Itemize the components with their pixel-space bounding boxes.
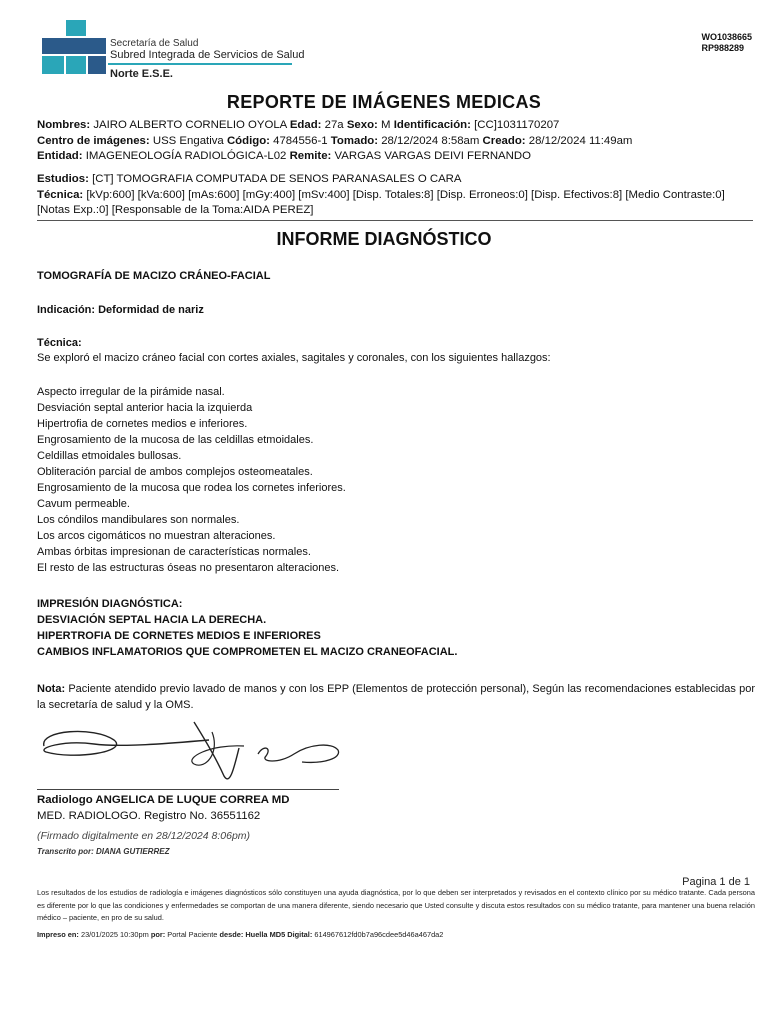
study-title: TOMOGRAFÍA DE MACIZO CRÁNEO-FACIAL — [37, 270, 271, 282]
digital-signature-date: (Firmado digitalmente en 28/12/2024 8:06pm) — [37, 830, 251, 842]
print-info — [37, 930, 443, 939]
impresion-item: CAMBIOS INFLAMATORIOS QUE COMPROMETEN EL MACIZO CRANEOFACIAL. — [37, 646, 458, 658]
estudios-value: [CT] TOMOGRAFIA COMPUTADA DE SENOS PARANASALES O CARA — [92, 173, 462, 185]
por-label: por: — [150, 930, 166, 939]
entidad-value: IMAGENEOLOGÍA RADIOLÓGICA-L02 — [85, 150, 287, 163]
nota-label: Nota: — [37, 683, 66, 695]
finding-item: El resto de las estructuras óseas no presentaron alteraciones. — [37, 562, 340, 574]
tecnica-text: Se exploró el macizo cráneo facial con cortes axiales, sagitales y coronales, con los siguientes hallazgos: — [37, 352, 551, 364]
sexo-value: M — [381, 119, 391, 131]
nota-text: Paciente atendido previo lavado de manos y con los EPP (Elementos de protección personal), Según las recomendaciones establecidas por la secretaría de salud y la OMS. — [37, 683, 755, 711]
finding-item: Cavum permeable. — [37, 498, 130, 510]
finding-item: Ambas órbitas impresionan de características normales. — [37, 546, 311, 558]
logo-divider — [108, 63, 292, 65]
por-value: Portal Paciente — [167, 930, 218, 939]
impreso-value: 23/01/2025 10:30pm — [80, 930, 149, 939]
transcribed-by: Transcrito por: DIANA GUTIERREZ — [37, 847, 170, 856]
nombres-label: Nombres: — [37, 119, 91, 131]
nota — [37, 681, 755, 713]
finding-item: Hipertrofia de cornetes medios e inferiores. — [37, 418, 248, 430]
nombres-value: JAIRO ALBERTO CORNELIO OYOLA — [93, 119, 287, 131]
disclaimer: Los resultados de los estudios de radiología e imágenes diagnósticos sólo constituyen una ayuda diagnóstica, por lo que deben ser interpretados y revisados en el contexto clínico por su médico tratante. Cada persona es diferente por lo que las condiciones y enfermedades se comportan de una manera diferente, siendo necesario que Usted consulte y discuta estos resultados con su médico tratante, para mantener una buena relación médico – paciente, en pro de su salud. — [37, 888, 755, 922]
radiologist-name: Radiologo ANGELICA DE LUQUE CORREA MD — [37, 794, 290, 806]
codigo-value: 4784556-1 — [273, 134, 328, 147]
huella-label: Huella MD5 Digital: — [245, 930, 313, 939]
entidad-label: Entidad: — [37, 150, 83, 163]
tomado-label: Tomado: — [330, 134, 379, 147]
sexo-label: Sexo: — [346, 119, 378, 131]
section-divider — [37, 220, 753, 221]
tecnica-label: Técnica: — [37, 188, 84, 201]
finding-item: Obliteración parcial de ambos complejos osteomeatales. — [37, 466, 313, 478]
remite-value: VARGAS VARGAS DEIVI FERNANDO — [334, 150, 531, 163]
document-codes — [701, 32, 752, 54]
creado-value: 28/12/2024 11:49am — [528, 134, 633, 147]
finding-item: Engrosamiento de la mucosa de las celdillas etmoidales. — [37, 434, 314, 446]
finding-item: Aspecto irregular de la pirámide nasal. — [37, 386, 225, 398]
informe-title: INFORME DIAGNÓSTICO — [276, 229, 492, 249]
handwritten-signature — [34, 718, 344, 788]
finding-item: Los cóndilos mandibulares son normales. — [37, 514, 240, 526]
report-title: REPORTE DE IMÁGENES MEDICAS — [226, 92, 542, 112]
findings-list — [37, 384, 755, 576]
study-info — [37, 172, 737, 219]
creado-label: Creado: — [482, 134, 526, 147]
impresion-block — [37, 596, 755, 660]
centro-label: Centro de imágenes: — [37, 134, 150, 147]
identificacion-value: [CC]1031170207 — [474, 119, 560, 131]
code-wo: WO1038665 — [701, 32, 752, 42]
tomado-value: 28/12/2024 8:58am — [381, 134, 480, 147]
desde-label: desde: — [219, 930, 244, 939]
estudios-label: Estudios: — [37, 173, 89, 185]
finding-item: Celdillas etmoidales bullosas. — [37, 450, 182, 462]
edad-value: 27a — [324, 119, 344, 131]
impresion-item: HIPERTROFIA DE CORNETES MEDIOS E INFERIORES — [37, 630, 321, 642]
tecnica-value: [kVp:600] [kVa:600] [mAs:600] [mGy:400] [mSv:400] [Disp. Totales:8] [Disp. Erroneos:0] [Disp. Efectivos:8] [Medio Contraste:0] [Notas Exp.:0] [Responsable de la Toma:AIDA PEREZ] — [37, 188, 725, 217]
indicacion: Indicación: Deformidad de nariz — [37, 304, 204, 316]
logo-secretaria: Secretaría de Salud — [110, 38, 199, 49]
huella-value: 614967612fd0b7a96cdee5d46a467da2 — [314, 930, 444, 939]
impresion-heading: IMPRESIÓN DIAGNÓSTICA: — [37, 598, 183, 610]
code-rp: RP988289 — [701, 43, 744, 53]
impresion-item: DESVIACIÓN SEPTAL HACIA LA DERECHA. — [37, 614, 267, 626]
logo-norte: Norte E.S.E. — [110, 68, 173, 80]
impreso-label: Impreso en: — [37, 930, 79, 939]
identificacion-label: Identificación: — [393, 119, 471, 131]
finding-item: Los arcos cigomáticos no muestran alteraciones. — [37, 530, 276, 542]
codigo-label: Código: — [226, 134, 270, 147]
page-number: Pagina 1 de 1 — [682, 876, 750, 888]
patient-info — [37, 118, 632, 165]
radiologist-registry: MED. RADIOLOGO. Registro No. 36551162 — [37, 810, 261, 822]
finding-item: Desviación septal anterior hacia la izquierda — [37, 402, 253, 414]
finding-item: Engrosamiento de la mucosa que rodea los cornetes inferiores. — [37, 482, 346, 494]
logo-subred: Subred Integrada de Servicios de Salud — [110, 49, 305, 61]
remite-label: Remite: — [289, 150, 332, 163]
edad-label: Edad: — [289, 119, 322, 131]
centro-value: USS Engativa — [152, 134, 224, 147]
signature-line — [37, 789, 339, 790]
tecnica-heading: Técnica: — [37, 337, 82, 349]
